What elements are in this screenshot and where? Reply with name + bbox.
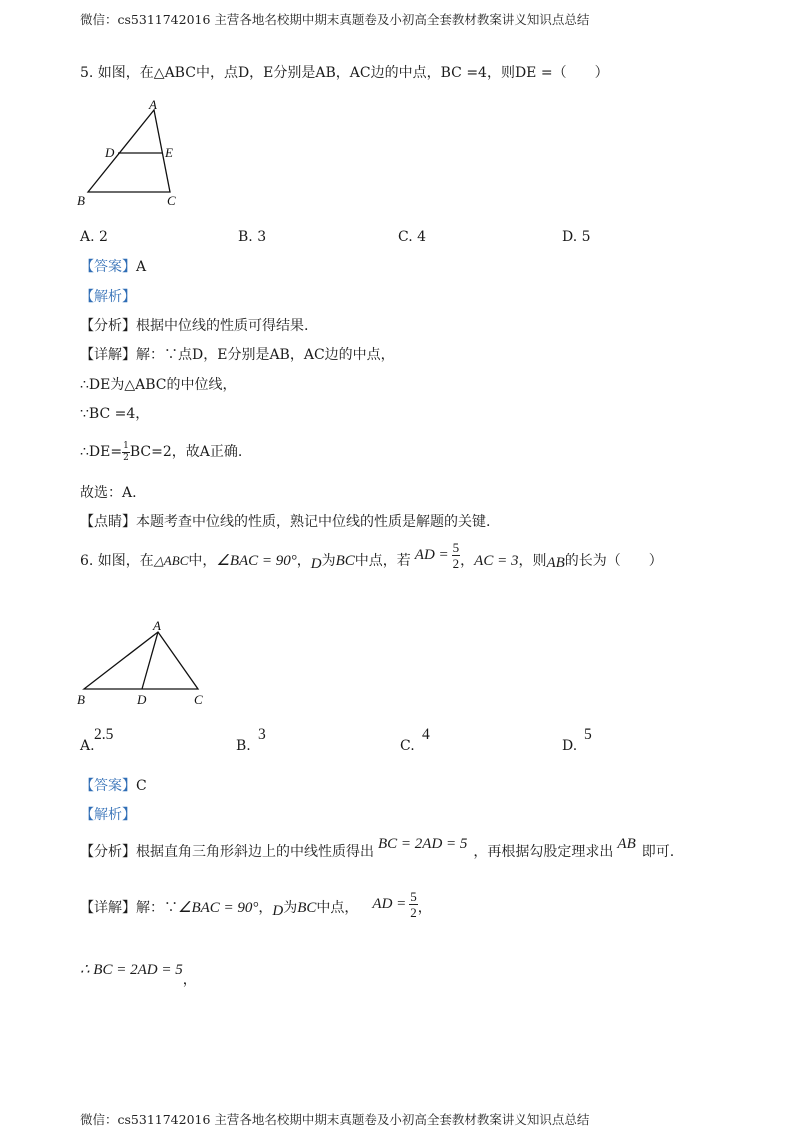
q5-dianjing — [80, 513, 490, 531]
q6-option-b — [236, 726, 356, 756]
fenxi-text: ，再根据勾股定理求出 — [473, 844, 614, 860]
fraction-numerator: 5 — [410, 888, 417, 904]
fraction-numerator: 5 — [452, 539, 460, 555]
option-value: 5 — [584, 726, 592, 743]
q6-median-ad — [142, 632, 158, 689]
detail-angle: ∠BAC = 90° — [178, 900, 259, 916]
detail-text: 中点， — [316, 900, 359, 916]
option-value: 2 — [99, 229, 108, 245]
q6-label-c: C — [194, 692, 203, 707]
stem-text: ，则 — [518, 553, 547, 569]
q5-triangle-abc — [88, 110, 170, 192]
q6-fenxi — [80, 832, 674, 872]
fenxi-tag: 【分析】 — [80, 318, 136, 334]
option-value: 3 — [257, 229, 267, 245]
fenxi-tag: 【分析】 — [80, 844, 136, 860]
last-line-math: ∴ BC = 2AD = 5 — [80, 962, 183, 978]
fraction-denominator: 2 — [123, 452, 129, 463]
option-letter: B. — [238, 229, 253, 245]
dianjing-tag: 【点睛】 — [80, 514, 136, 530]
q5-label-b: B — [77, 193, 85, 208]
q5-label-a: A — [149, 97, 157, 112]
fraction-denominator: 2 — [452, 555, 460, 571]
answer-value: A — [136, 259, 147, 275]
q6-label-d: D — [137, 692, 147, 707]
q5-option-a — [80, 228, 108, 246]
stem-angle: ∠BAC = 90° — [216, 553, 297, 569]
detail-text: 解：∵点D，E分别是AB，AC边的中点， — [136, 347, 395, 363]
option-letter: C. — [400, 738, 415, 754]
fenxi-ab: AB — [617, 836, 636, 852]
fenxi-text: 根据直角三角形斜边上的中线性质得出 — [136, 844, 374, 860]
detail-point-d: D — [272, 903, 284, 919]
option-value: 2.5 — [94, 726, 114, 743]
option-letter: A. — [80, 738, 95, 754]
q5-detail-line-3: ∵BC =4， — [80, 406, 150, 422]
q5-option-d — [562, 228, 591, 246]
q6-answer — [80, 777, 147, 795]
detail-text: BC=2，故A正确. — [129, 444, 243, 460]
q5-stem: 5. 如图，在△ABC中，点D，E分别是AB，AC边的中点，BC =4，则DE =（ ） — [80, 65, 609, 81]
stem-ab: AB — [546, 555, 565, 571]
stem-fraction — [452, 541, 461, 570]
detail-text: ， — [417, 900, 432, 916]
q5-fenxi — [80, 317, 308, 335]
option-value: 5 — [581, 229, 591, 245]
q6-label-a: A — [153, 618, 161, 633]
option-value: 4 — [417, 229, 427, 245]
q6-detail-line-1 — [80, 886, 432, 930]
fraction-half — [122, 442, 130, 463]
stem-text: 的长为（ ） — [564, 553, 663, 569]
q6-analysis-tag: 【解析】 — [80, 807, 136, 823]
q5-label-c: C — [167, 193, 176, 208]
q6-triangle-abc — [84, 632, 198, 689]
stem-ad: AD = — [414, 547, 449, 563]
q5-label-d: D — [105, 145, 115, 160]
q5-option-c — [398, 228, 426, 246]
q5-detail-line-4 — [80, 432, 242, 472]
stem-point-d: D — [310, 556, 322, 572]
detail-tag: 【详解】 — [80, 347, 136, 363]
answer-tag: 【答案】 — [80, 778, 136, 794]
q5-triangle-figure — [74, 96, 194, 212]
fraction-numerator: 1 — [123, 440, 129, 451]
detail-tag: 【详解】 — [80, 900, 136, 916]
option-letter: D. — [562, 738, 578, 754]
fenxi-math: BC = 2AD = 5 — [378, 836, 468, 852]
q6-stem — [80, 541, 663, 581]
detail-bc: BC — [297, 900, 317, 916]
detail-fraction — [409, 890, 418, 919]
answer-tag: 【答案】 — [80, 259, 136, 275]
detail-text: 解：∵ — [136, 900, 178, 916]
option-value: 4 — [422, 726, 430, 743]
q6-label-b: B — [77, 692, 85, 707]
last-line-end: ， — [182, 972, 197, 988]
q6-option-d — [562, 726, 682, 756]
q6-option-a — [80, 726, 200, 756]
page-footer: 微信：cs5311742016 主营各地名校期中期末真题卷及小初高全套教材教案讲义知识点总结 — [80, 1112, 590, 1127]
stem-text: 6. 如图，在 — [80, 553, 154, 569]
answer-value: C — [136, 778, 147, 794]
detail-text: ∴DE= — [80, 444, 123, 460]
option-letter: D. — [562, 229, 578, 245]
q6-triangle-figure — [72, 618, 222, 712]
stem-triangle: △ABC — [153, 553, 189, 568]
q5-detail-line-2: ∴DE为△ABC的中位线， — [80, 377, 237, 393]
option-letter: A. — [80, 229, 95, 245]
detail-text: ， — [258, 900, 273, 916]
option-value: 3 — [258, 726, 266, 743]
detail-text: 为 — [283, 900, 298, 916]
stem-ac: AC = 3 — [474, 553, 519, 569]
option-letter: B. — [236, 738, 251, 754]
stem-text: 为 — [321, 553, 336, 569]
q5-answer — [80, 258, 146, 276]
q5-choose: 故选：A. — [80, 485, 137, 501]
q5-analysis-tag: 【解析】 — [80, 289, 136, 305]
fraction-denominator: 2 — [410, 904, 417, 920]
q6-last-line — [80, 952, 197, 988]
stem-text: 中点，若 — [354, 553, 411, 569]
stem-text: ， — [296, 553, 311, 569]
q5-option-b — [238, 228, 266, 246]
dianjing-text: 本题考查中位线的性质，熟记中位线的性质是解题的关键. — [136, 514, 491, 530]
q6-option-c — [400, 726, 520, 756]
page-header: 微信：cs5311742016 主营各地名校期中期末真题卷及小初高全套教材教案讲义知识点总结 — [80, 12, 590, 27]
option-letter: C. — [398, 229, 413, 245]
stem-bc: BC — [335, 553, 355, 569]
q5-detail-line-1 — [80, 346, 395, 364]
stem-text: 中， — [188, 553, 217, 569]
stem-text: ， — [460, 553, 475, 569]
q5-label-e: E — [165, 145, 173, 160]
detail-ad: AD = — [372, 896, 407, 912]
fenxi-text: 即可. — [641, 844, 675, 860]
fenxi-text: 根据中位线的性质可得结果. — [136, 318, 309, 334]
